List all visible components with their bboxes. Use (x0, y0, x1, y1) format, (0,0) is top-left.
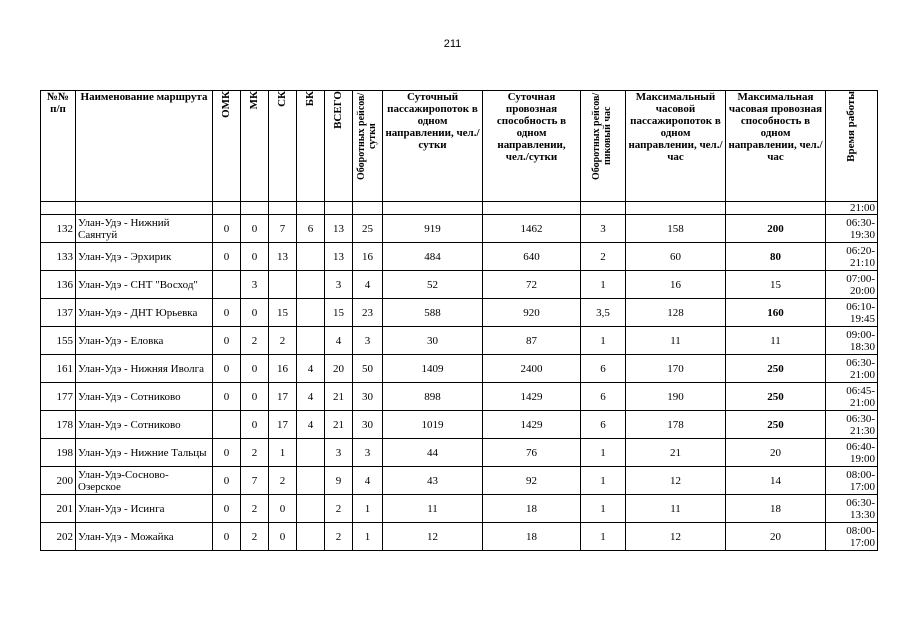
turnover-peak: 1 (581, 327, 626, 355)
max-hourly-capacity: 160 (726, 299, 826, 327)
turnover-day: 30 (353, 383, 383, 411)
max-hourly-flow: 178 (626, 411, 726, 439)
total-count: 21 (325, 411, 353, 439)
mk-count: 2 (241, 439, 269, 467)
max-hourly-capacity: 250 (726, 411, 826, 439)
table-row (41, 411, 878, 439)
sk-count: 17 (269, 383, 297, 411)
work-time (826, 467, 878, 495)
daily-capacity: 640 (483, 243, 581, 271)
header-omk: ОМК (213, 91, 241, 202)
route-number: 133 (41, 243, 76, 271)
work-time-end: 21:10 (849, 256, 875, 269)
mk-count: 0 (241, 243, 269, 271)
total-count: 2 (325, 523, 353, 551)
mk-count: 3 (241, 271, 269, 299)
work-time-end: 21:00 (849, 368, 875, 381)
daily-flow: 898 (383, 383, 483, 411)
bk-count (297, 299, 325, 327)
max-hourly-flow: 21 (626, 439, 726, 467)
omk-count: 0 (213, 439, 241, 467)
work-time-start: 07:00- (846, 272, 875, 285)
max-hourly-flow: 60 (626, 243, 726, 271)
turnover-day: 3 (353, 439, 383, 467)
max-hourly-flow: 170 (626, 355, 726, 383)
table-row (41, 327, 878, 355)
turnover-day: 1 (353, 523, 383, 551)
sk-count: 15 (269, 299, 297, 327)
max-hourly-flow: 158 (626, 215, 726, 243)
header-num: №№ п/п (41, 91, 76, 202)
total-count: 2 (325, 495, 353, 523)
max-hourly-capacity: 18 (726, 495, 826, 523)
route-name: Улан-Удэ-Сосново-Озерское (76, 467, 213, 495)
sk-count: 16 (269, 355, 297, 383)
daily-flow: 43 (383, 467, 483, 495)
route-number: 136 (41, 271, 76, 299)
work-time-start: 06:10- (846, 300, 875, 313)
route-name: Улан-Удэ - Исинга (76, 495, 213, 523)
max-hourly-capacity: 14 (726, 467, 826, 495)
work-time (826, 243, 878, 271)
max-hourly-capacity: 200 (726, 215, 826, 243)
daily-flow: 30 (383, 327, 483, 355)
omk-count: 0 (213, 383, 241, 411)
max-hourly-capacity: 11 (726, 327, 826, 355)
routes-table (40, 90, 878, 551)
bk-count: 4 (297, 411, 325, 439)
mk-count: 2 (241, 523, 269, 551)
bk-count: 4 (297, 355, 325, 383)
route-name: Улан-Удэ - Нижняя Иволга (76, 355, 213, 383)
total-count: 20 (325, 355, 353, 383)
mk-count: 7 (241, 467, 269, 495)
mk-count: 0 (241, 215, 269, 243)
omk-count: 0 (213, 467, 241, 495)
header-name: Наименование маршрута (76, 91, 213, 202)
table-row (41, 355, 878, 383)
daily-capacity: 92 (483, 467, 581, 495)
route-name: Улан-Удэ - ДНТ Юрьевка (76, 299, 213, 327)
table-row (41, 271, 878, 299)
table-row (41, 215, 878, 243)
sk-count: 7 (269, 215, 297, 243)
table-row (41, 383, 878, 411)
turnover-peak: 1 (581, 523, 626, 551)
work-time (826, 355, 878, 383)
daily-capacity: 72 (483, 271, 581, 299)
route-number: 178 (41, 411, 76, 439)
header-daily-flow: Суточный пассажиропоток в одном направлении, чел./сутки (383, 91, 483, 202)
omk-count: 0 (213, 299, 241, 327)
work-time-start: 06:30- (846, 496, 875, 509)
work-time-end: 18:30 (849, 340, 875, 353)
bk-count (297, 495, 325, 523)
header-bk: БК (297, 91, 325, 202)
continuation-row (41, 202, 878, 215)
omk-count: 0 (213, 495, 241, 523)
table-row (41, 439, 878, 467)
daily-capacity: 18 (483, 495, 581, 523)
daily-flow: 484 (383, 243, 483, 271)
work-time (826, 495, 878, 523)
route-name: Улан-Удэ - СНТ "Восход" (76, 271, 213, 299)
route-number: 132 (41, 215, 76, 243)
total-count: 3 (325, 271, 353, 299)
route-name: Улан-Удэ - Можайка (76, 523, 213, 551)
route-number: 198 (41, 439, 76, 467)
route-number: 155 (41, 327, 76, 355)
header-turnover-day: Оборотных рейсов/сутки (353, 91, 383, 202)
work-time-start: 06:30- (846, 216, 875, 229)
header-row (41, 91, 878, 202)
continuation-time: 21:00 (826, 202, 878, 215)
route-number: 200 (41, 467, 76, 495)
turnover-day: 23 (353, 299, 383, 327)
header-sk: СК (269, 91, 297, 202)
max-hourly-flow: 11 (626, 327, 726, 355)
work-time-end: 21:00 (849, 396, 875, 409)
header-mk: МК (241, 91, 269, 202)
bk-count (297, 523, 325, 551)
turnover-peak: 2 (581, 243, 626, 271)
turnover-peak: 6 (581, 411, 626, 439)
total-count: 13 (325, 243, 353, 271)
total-count: 13 (325, 215, 353, 243)
max-hourly-capacity: 80 (726, 243, 826, 271)
omk-count: 0 (213, 215, 241, 243)
sk-count: 0 (269, 495, 297, 523)
bk-count: 6 (297, 215, 325, 243)
omk-count: 0 (213, 243, 241, 271)
header-max-hourly-capacity: Максимальная часовая провозная способность в одном направлении, чел./час (726, 91, 826, 202)
max-hourly-capacity: 250 (726, 383, 826, 411)
turnover-peak: 1 (581, 439, 626, 467)
daily-capacity: 2400 (483, 355, 581, 383)
daily-flow: 11 (383, 495, 483, 523)
work-time-start: 09:00- (846, 328, 875, 341)
table-row (41, 299, 878, 327)
turnover-peak: 1 (581, 271, 626, 299)
sk-count (269, 271, 297, 299)
turnover-peak: 3 (581, 215, 626, 243)
daily-capacity: 1429 (483, 383, 581, 411)
daily-capacity: 18 (483, 523, 581, 551)
sk-count: 2 (269, 327, 297, 355)
route-name: Улан-Удэ - Нижние Тальцы (76, 439, 213, 467)
daily-flow: 919 (383, 215, 483, 243)
work-time (826, 215, 878, 243)
turnover-day: 25 (353, 215, 383, 243)
mk-count: 0 (241, 299, 269, 327)
route-number: 177 (41, 383, 76, 411)
turnover-day: 3 (353, 327, 383, 355)
work-time-end: 20:00 (849, 284, 875, 297)
work-time-end: 19:45 (849, 312, 875, 325)
route-name: Улан-Удэ - Сотниково (76, 383, 213, 411)
max-hourly-capacity: 15 (726, 271, 826, 299)
work-time-end: 21:30 (849, 424, 875, 437)
mk-count: 0 (241, 383, 269, 411)
sk-count: 1 (269, 439, 297, 467)
turnover-peak: 6 (581, 355, 626, 383)
daily-flow: 1019 (383, 411, 483, 439)
omk-count (213, 271, 241, 299)
work-time (826, 439, 878, 467)
work-time-start: 06:20- (846, 244, 875, 257)
turnover-day: 16 (353, 243, 383, 271)
turnover-peak: 1 (581, 467, 626, 495)
bk-count (297, 467, 325, 495)
max-hourly-capacity: 250 (726, 355, 826, 383)
omk-count: 0 (213, 523, 241, 551)
turnover-peak: 3,5 (581, 299, 626, 327)
daily-flow: 52 (383, 271, 483, 299)
turnover-day: 50 (353, 355, 383, 383)
total-count: 4 (325, 327, 353, 355)
route-number: 201 (41, 495, 76, 523)
work-time-start: 06:40- (846, 440, 875, 453)
work-time-start: 06:30- (846, 356, 875, 369)
turnover-peak: 6 (581, 383, 626, 411)
work-time (826, 327, 878, 355)
work-time-start: 08:00- (846, 524, 875, 537)
work-time-end: 13:30 (849, 508, 875, 521)
daily-capacity: 920 (483, 299, 581, 327)
daily-flow: 588 (383, 299, 483, 327)
daily-capacity: 87 (483, 327, 581, 355)
table-row (41, 467, 878, 495)
max-hourly-flow: 190 (626, 383, 726, 411)
sk-count: 0 (269, 523, 297, 551)
table-row (41, 495, 878, 523)
total-count: 21 (325, 383, 353, 411)
route-name: Улан-Удэ - Эрхирик (76, 243, 213, 271)
max-hourly-flow: 11 (626, 495, 726, 523)
omk-count: 0 (213, 327, 241, 355)
daily-capacity: 1462 (483, 215, 581, 243)
bk-count: 4 (297, 383, 325, 411)
work-time (826, 271, 878, 299)
mk-count: 2 (241, 495, 269, 523)
max-hourly-capacity: 20 (726, 523, 826, 551)
header-work-time: Время работы (826, 91, 878, 202)
mk-count: 0 (241, 355, 269, 383)
table-row (41, 523, 878, 551)
mk-count: 2 (241, 327, 269, 355)
daily-capacity: 1429 (483, 411, 581, 439)
daily-capacity: 76 (483, 439, 581, 467)
header-total: ВСЕГО (325, 91, 353, 202)
max-hourly-flow: 16 (626, 271, 726, 299)
max-hourly-flow: 128 (626, 299, 726, 327)
sk-count: 13 (269, 243, 297, 271)
work-time-start: 06:30- (846, 412, 875, 425)
header-daily-capacity: Суточная провозная способность в одном направлении, чел./сутки (483, 91, 581, 202)
work-time-start: 08:00- (846, 468, 875, 481)
work-time-end: 17:00 (849, 480, 875, 493)
route-name: Улан-Удэ - Нижний Саянтуй (76, 215, 213, 243)
mk-count: 0 (241, 411, 269, 439)
header-max-hourly-flow: Максимальный часовой пассажиропоток в одном направлении, чел./час (626, 91, 726, 202)
bk-count (297, 271, 325, 299)
route-number: 137 (41, 299, 76, 327)
work-time-start: 06:45- (846, 384, 875, 397)
work-time-end: 19:00 (849, 452, 875, 465)
work-time (826, 383, 878, 411)
total-count: 3 (325, 439, 353, 467)
total-count: 15 (325, 299, 353, 327)
table-row (41, 243, 878, 271)
turnover-day: 30 (353, 411, 383, 439)
bk-count (297, 243, 325, 271)
work-time-end: 19:30 (849, 228, 875, 241)
daily-flow: 44 (383, 439, 483, 467)
daily-flow: 1409 (383, 355, 483, 383)
sk-count: 17 (269, 411, 297, 439)
route-number: 202 (41, 523, 76, 551)
sk-count: 2 (269, 467, 297, 495)
daily-flow: 12 (383, 523, 483, 551)
page-number: 211 (443, 38, 462, 50)
omk-count: 0 (213, 355, 241, 383)
turnover-peak: 1 (581, 495, 626, 523)
work-time-end: 17:00 (849, 536, 875, 549)
omk-count (213, 411, 241, 439)
bk-count (297, 327, 325, 355)
turnover-day: 4 (353, 467, 383, 495)
max-hourly-flow: 12 (626, 523, 726, 551)
max-hourly-flow: 12 (626, 467, 726, 495)
route-number: 161 (41, 355, 76, 383)
route-name: Улан-Удэ - Сотниково (76, 411, 213, 439)
work-time (826, 411, 878, 439)
work-time (826, 523, 878, 551)
total-count: 9 (325, 467, 353, 495)
route-name: Улан-Удэ - Еловка (76, 327, 213, 355)
max-hourly-capacity: 20 (726, 439, 826, 467)
header-turnover-peak: Оборотных рейсов/ пиковый час (581, 91, 626, 202)
turnover-day: 4 (353, 271, 383, 299)
bk-count (297, 439, 325, 467)
turnover-day: 1 (353, 495, 383, 523)
work-time (826, 299, 878, 327)
